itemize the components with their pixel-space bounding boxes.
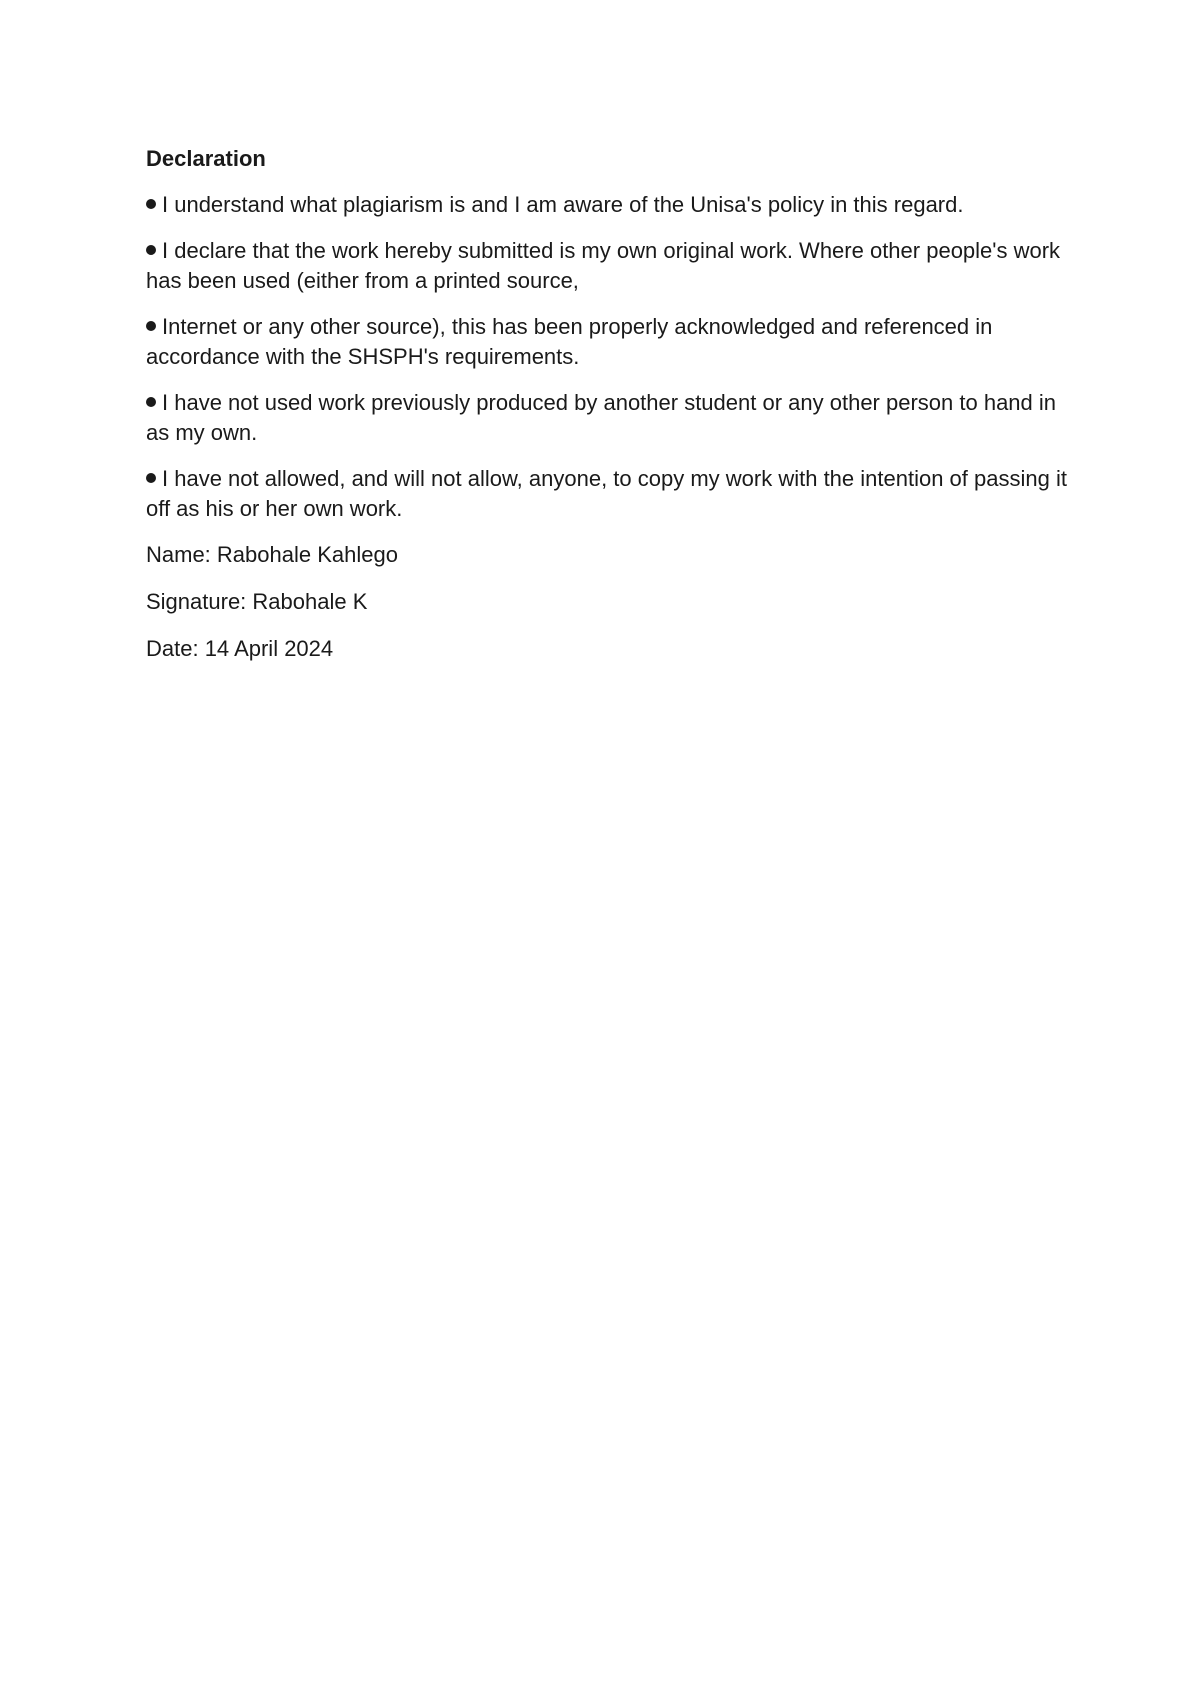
date-line: Date: 14 April 2024 [146,636,334,661]
bullet-icon [146,397,156,407]
declaration-section [146,144,1076,681]
bullet-icon [146,473,156,483]
declaration-heading: Declaration [146,146,266,171]
name-line: Name: Rabohale Kahlego [146,542,398,567]
declaration-bullet [146,236,1076,296]
bullet-icon [146,321,156,331]
bullet-text: I have not used work previously produced by another student or any other person to hand in as my own. [146,390,1057,445]
declaration-bullet [146,388,1076,448]
declaration-bullet [146,312,1076,372]
bullet-icon [146,199,156,209]
bullet-icon [146,245,156,255]
bullet-text: Internet or any other source), this has been properly acknowledged and referenced in accordance with the SHSPH's requirements. [146,314,993,369]
declaration-bullet [146,190,1076,220]
bullet-text: I have not allowed, and will not allow, anyone, to copy my work with the intention of passing it off as his or her own work. [146,466,1067,521]
declaration-bullet [146,464,1076,524]
bullet-text: I declare that the work hereby submitted is my own original work. Where other people's work has been used (either from a printed source, [146,238,1061,293]
signature-line: Signature: Rabohale K [146,589,368,614]
bullet-text: I understand what plagiarism is and I am aware of the Unisa's policy in this regard. [162,192,964,217]
